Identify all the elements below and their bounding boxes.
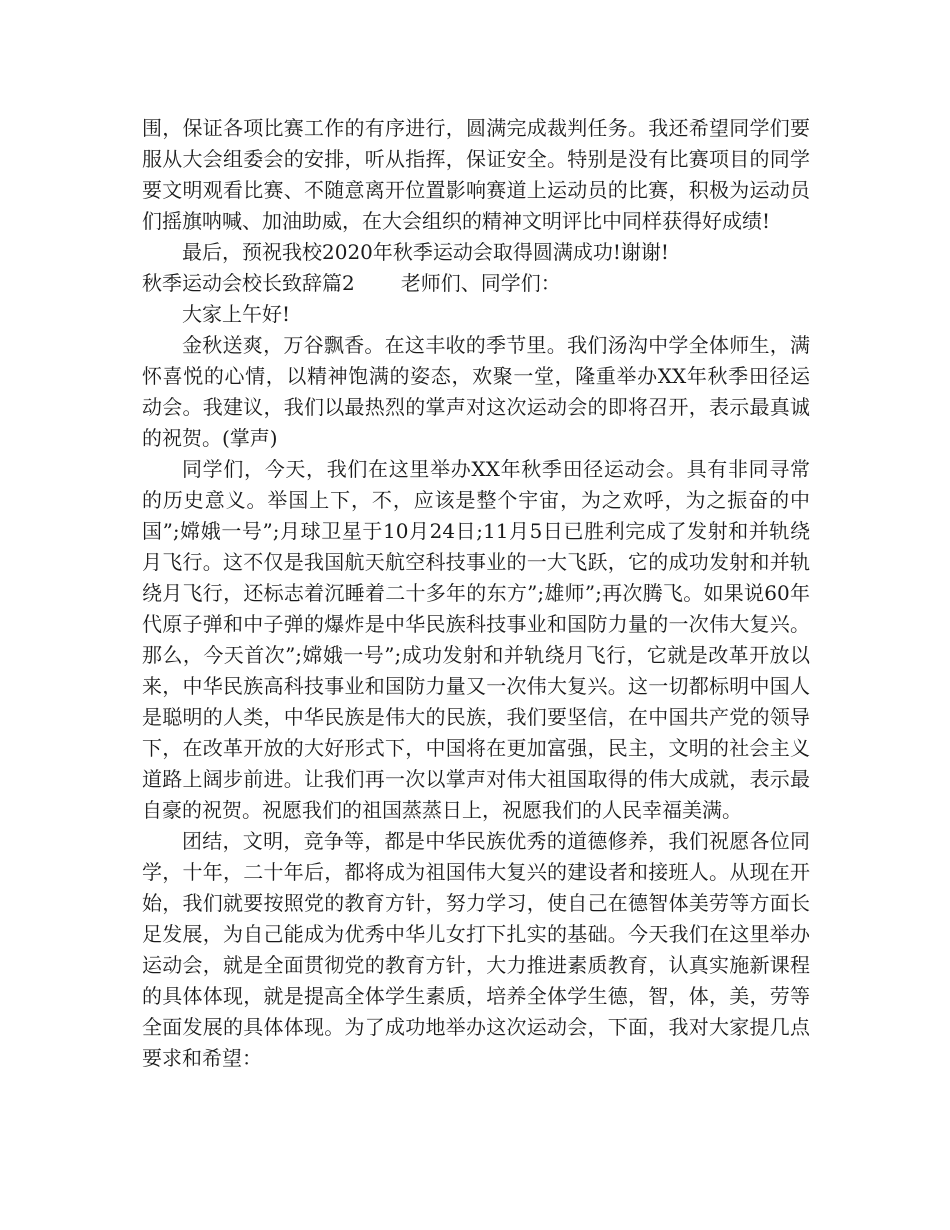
paragraph-greeting: 大家上午好! bbox=[182, 302, 291, 326]
paragraph-education-goals: 团结，文明，竞争等，都是中华民族优秀的道德修养，我们祝愿各位同学，十年，二十年后，都将成为祖国伟大复兴的建设者和接班人。从现在开始，我们就要按照党的教育方针，努力学习，使自己在德智体美劳等方面长足发展，为自己能成为优秀中华儿女打下扎实的基础。今天我们在这里举办运动会，就是全面贯彻党的教育方针，大力推进素质教育，认真实施新课程的具体体现，就是提高全体学生素质，培养全体学生德，智，体，美，劳等全面发展的具体体现。为了成功地举办这次运动会，下面，我对大家提几点要求和希望： bbox=[142, 829, 810, 1070]
document-body bbox=[142, 113, 810, 1074]
salutation: 老师们、同学们： bbox=[400, 271, 561, 295]
paragraph-historical-significance: 同学们，今天，我们在这里举办XX年秋季田径运动会。具有非同寻常的历史意义。举国上下，不，应该是整个宇宙，为之欢呼，为之振奋的中国”;嫦娥一号”;月球卫星于10月24日;11月5日已胜利完成了发射和并轨绕月飞行。这不仅是我国航天航空科技事业的一大飞跃，它的成功发射和并轨绕月飞行，还标志着沉睡着二十多年的东方”;雄师”;再次腾飞。如果说60年代原子弹和中子弹的爆炸是中华民族科技事业和国防力量的一次伟大复兴。那么，今天首次”;嫦娥一号”;成功发射和并轨绕月飞行，它就是改革开放以来，中华民族高科技事业和国防力量又一次伟大复兴。这一切都标明中国人是聪明的人类，中华民族是伟大的民族，我们要坚信，在中国共产党的领导下，在改革开放的大好形式下，中国将在更加富强，民主，文明的社会主义道路上阔步前进。让我们再一次以掌声对伟大祖国取得的伟大成就，表示最自豪的祝贺。祝愿我们的祖国蒸蒸日上，祝愿我们的人民幸福美满。 bbox=[142, 457, 810, 822]
paragraph-closing-wishes: 最后，预祝我校2020年秋季运动会取得圆满成功!谢谢! bbox=[182, 240, 669, 264]
section-heading-line bbox=[142, 268, 810, 299]
paragraph-opening: 金秋送爽，万谷飘香。在这丰收的季节里。我们汤沟中学全体师生，满怀喜悦的心情，以精神饱满的姿态，欢聚一堂，隆重举办XX年秋季田径运动会。我建议，我们以最热烈的掌声对这次运动会的即将召开，表示最真诚的祝贺。(掌声) bbox=[142, 333, 810, 450]
section-title: 秋季运动会校长致辞篇2 bbox=[142, 271, 355, 295]
paragraph-continuation: 围，保证各项比赛工作的有序进行，圆满完成裁判任务。我还希望同学们要服从大会组委会的安排，听从指挥，保证安全。特别是没有比赛项目的同学要文明观看比赛、不随意离开位置影响赛道上运动员的比赛，积极为运动员们摇旗呐喊、加油助威，在大会组织的精神文明评比中同样获得好成绩! bbox=[142, 116, 810, 233]
